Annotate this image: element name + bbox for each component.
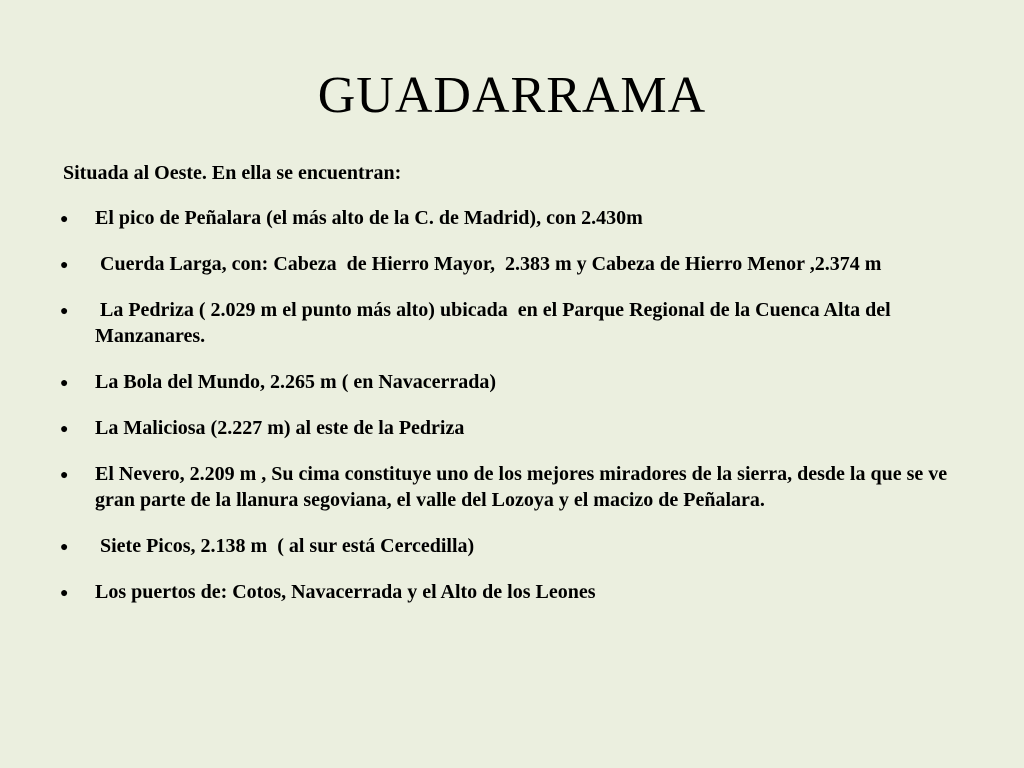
bullet-icon: ● [60,540,69,555]
bullet-icon: ● [60,304,69,319]
bullet-icon: ● [60,212,69,227]
bullet-icon: ● [60,376,69,391]
list-item [60,579,970,605]
slide-title: GUADARRAMA [317,67,707,124]
list-item [60,251,970,277]
bullet-icon: ● [60,422,69,437]
bullet-list [60,205,970,625]
list-item-text: Siete Picos, 2.138 m ( al sur está Cercedilla) [95,535,475,557]
list-item [60,533,970,559]
list-item-text: La Bola del Mundo, 2.265 m ( en Navacerrada) [95,371,497,393]
bullet-icon: ● [60,258,69,273]
list-item [60,415,970,441]
list-item [60,369,970,395]
list-item [60,461,970,513]
list-item-text: El Nevero, 2.209 m , Su cima constituye uno de los mejores miradores de la sierra, desde la que se ve gran parte de la llanura segoviana, el valle del Lozoya y el macizo de Peñalara. [95,463,948,511]
list-item-text: La Maliciosa (2.227 m) al este de la Pedriza [95,417,465,439]
bullet-icon: ● [60,586,69,601]
bullet-icon: ● [60,468,69,483]
list-item-text: La Pedriza ( 2.029 m el punto más alto) ubicada en el Parque Regional de la Cuenca Alta del Manzanares. [95,299,896,347]
list-item [60,205,970,231]
list-item [60,297,970,349]
slide-intro: Situada al Oeste. En ella se encuentran: [63,162,402,184]
list-item-text: El pico de Peñalara (el más alto de la C. de Madrid), con 2.430m [95,207,643,229]
list-item-text: Cuerda Larga, con: Cabeza de Hierro Mayor, 2.383 m y Cabeza de Hierro Menor ,2.374 m [95,253,882,275]
list-item-text: Los puertos de: Cotos, Navacerrada y el Alto de los Leones [95,581,596,603]
